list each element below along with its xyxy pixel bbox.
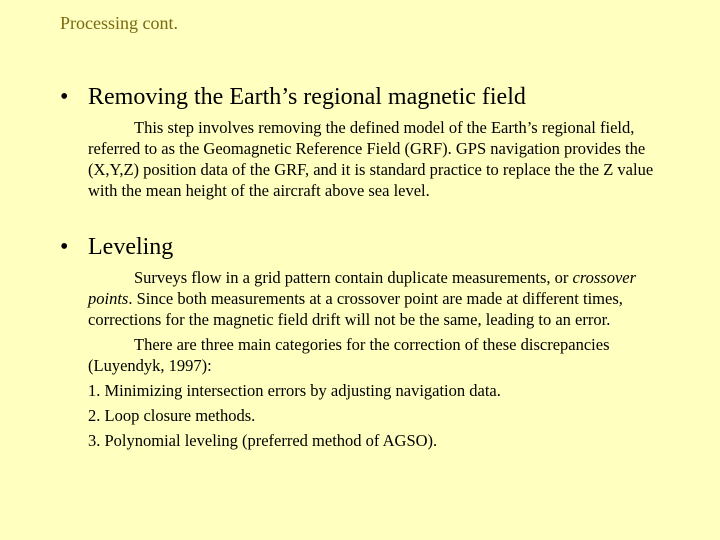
section-heading-leveling [60, 234, 173, 261]
section-heading-text: Removing the Earth’s regional magnetic field [88, 84, 526, 110]
slide-title: Processing cont. [60, 13, 178, 33]
paragraph-crossover [88, 267, 663, 330]
crossover-term: crossover points [88, 268, 637, 308]
paragraph: This step involves removing the defined model of the Earth’s regional field, referred to as the Geomagnetic Reference Field (GRF). GPS navigation provides the (X,Y,Z) position data of the GRF, and it is standard practice to replace the the Z value with the mean height of the aircraft above sea level. [88, 118, 654, 200]
paragraph-text: . Since both measurements at a crossover point are made at different times, corrections for the magnetic field drift will not be the same, leading to an error. [88, 289, 623, 329]
section-body-regional-field [88, 117, 663, 201]
paragraph-text: Surveys flow in a grid pattern contain duplicate measurements, or [134, 268, 573, 287]
list-item: 1. Minimizing intersection errors by adjusting navigation data. [88, 381, 501, 400]
list-item: 3. Polynomial leveling (preferred method of AGSO). [88, 431, 438, 450]
section-heading-regional-field [60, 84, 526, 111]
paragraph-categories: There are three main categories for the correction of these discrepancies (Luyendyk, 1997): [88, 335, 610, 375]
bullet-icon: • [60, 84, 69, 110]
section-body-leveling [88, 267, 663, 451]
list-item: 2. Loop closure methods. [88, 406, 256, 425]
bullet-icon: • [60, 234, 69, 260]
section-heading-text: Leveling [88, 234, 174, 260]
